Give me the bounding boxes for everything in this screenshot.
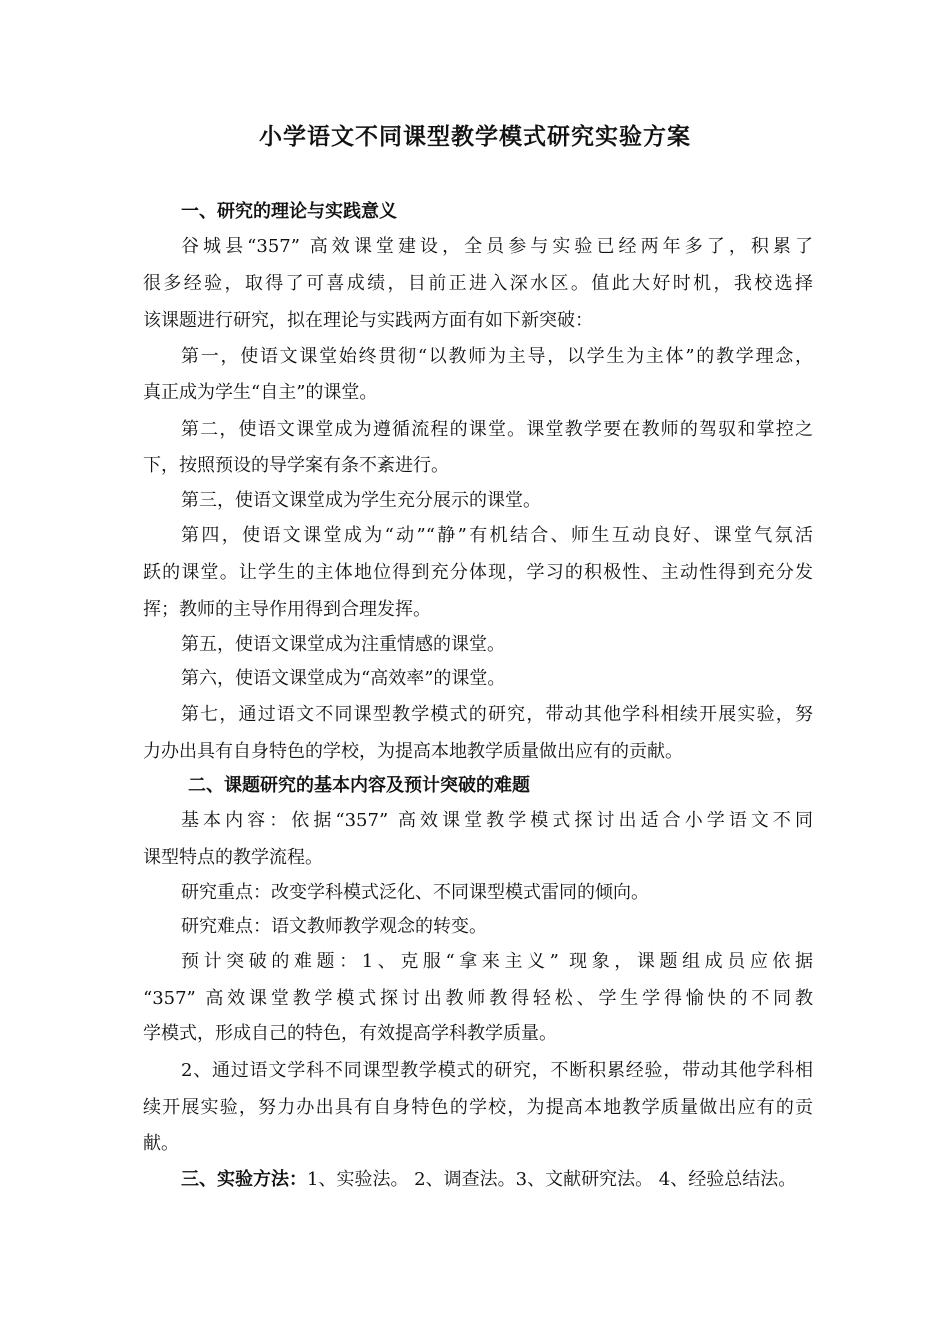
paragraph-line: 研究重点：改变学科模式泛化、不同课型模式雷同的倾向。 [181,882,649,903]
paragraph-line: 第四，使语文课堂成为“动”“静”有机结合、师生互动良好、课堂气氛活 [181,525,813,546]
paragraph-line: 研究难点：语文教师教学观念的转变。 [181,916,487,937]
paragraph-line: 真正成为学生“自主”的课堂。 [143,382,378,403]
section-heading: 二、课题研究的基本内容及预计突破的难题 [188,775,530,796]
paragraph-line: 第七，通过语文不同课型教学模式的研究，带动其他学科相续开展实验，努 [181,704,813,725]
paragraph-line: 2、通过语文学科不同课型教学模式的研究，不断积累经验，带动其他学科相 [181,1060,813,1081]
paragraph-line: 力办出具有自身特色的学校，为提高本地教学质量做出应有的贡献。 [143,741,683,762]
paragraph-line: “357” 高效课堂教学模式探讨出教师教得轻松、学生学得愉快的不同教 [143,988,813,1009]
paragraph-line: 该课题进行研究，拟在理论与实践两方面有如下新突破： [143,310,593,331]
paragraph-line: 谷城县“357” 高效课堂建设，全员参与实验已经两年多了，积累了 [181,236,813,257]
paragraph-line: 第二，使语文课堂成为遵循流程的课堂。课堂教学要在教师的驾驭和掌控之 [181,419,813,440]
paragraph-line: 第五，使语文课堂成为注重情感的课堂。 [181,634,505,655]
methods-text: 1、实验法。 2、调查法。3、文献研究法。 4、经验总结法。 [307,1169,797,1190]
paragraph-line: 课型特点的教学流程。 [143,847,323,868]
paragraph-line: 下，按照预设的导学案有条不紊进行。 [143,455,449,476]
paragraph-line: 续开展实验，努力办出具有自身特色的学校，为提高本地教学质量做出应有的贡 [143,1097,813,1118]
paragraph-line: 挥；教师的主导作用得到合理发挥。 [143,599,431,620]
paragraph-line: 基本内容：依据“357” 高效课堂教学模式探讨出适合小学语文不同 [181,810,813,831]
paragraph-line: 预计突破的难题：1、克服“拿来主义” 现象，课题组成员应依据 [181,951,813,972]
paragraph-line: 第三，使语文课堂成为学生充分展示的课堂。 [181,490,541,511]
paragraph-line: 学模式，形成自己的特色，有效提高学科教学质量。 [143,1023,557,1044]
methods-line [181,1167,821,1193]
document-title: 小学语文不同课型教学模式研究实验方案 [259,124,691,150]
paragraph-line: 第六，使语文课堂成为“高效率”的课堂。 [181,668,506,689]
section-heading: 一、研究的理论与实践意义 [181,201,397,222]
paragraph-line: 第一，使语文课堂始终贯彻“以教师为主导，以学生为主体”的教学理念， [181,346,813,367]
section-heading: 三、实验方法： [181,1169,307,1190]
paragraph-line: 很多经验，取得了可喜成绩，目前正进入深水区。值此大好时机，我校选择 [143,273,813,294]
paragraph-line: 跃的课堂。让学生的主体地位得到充分体现，学习的积极性、主动性得到充分发 [143,562,813,583]
paragraph-line: 献。 [143,1133,179,1154]
